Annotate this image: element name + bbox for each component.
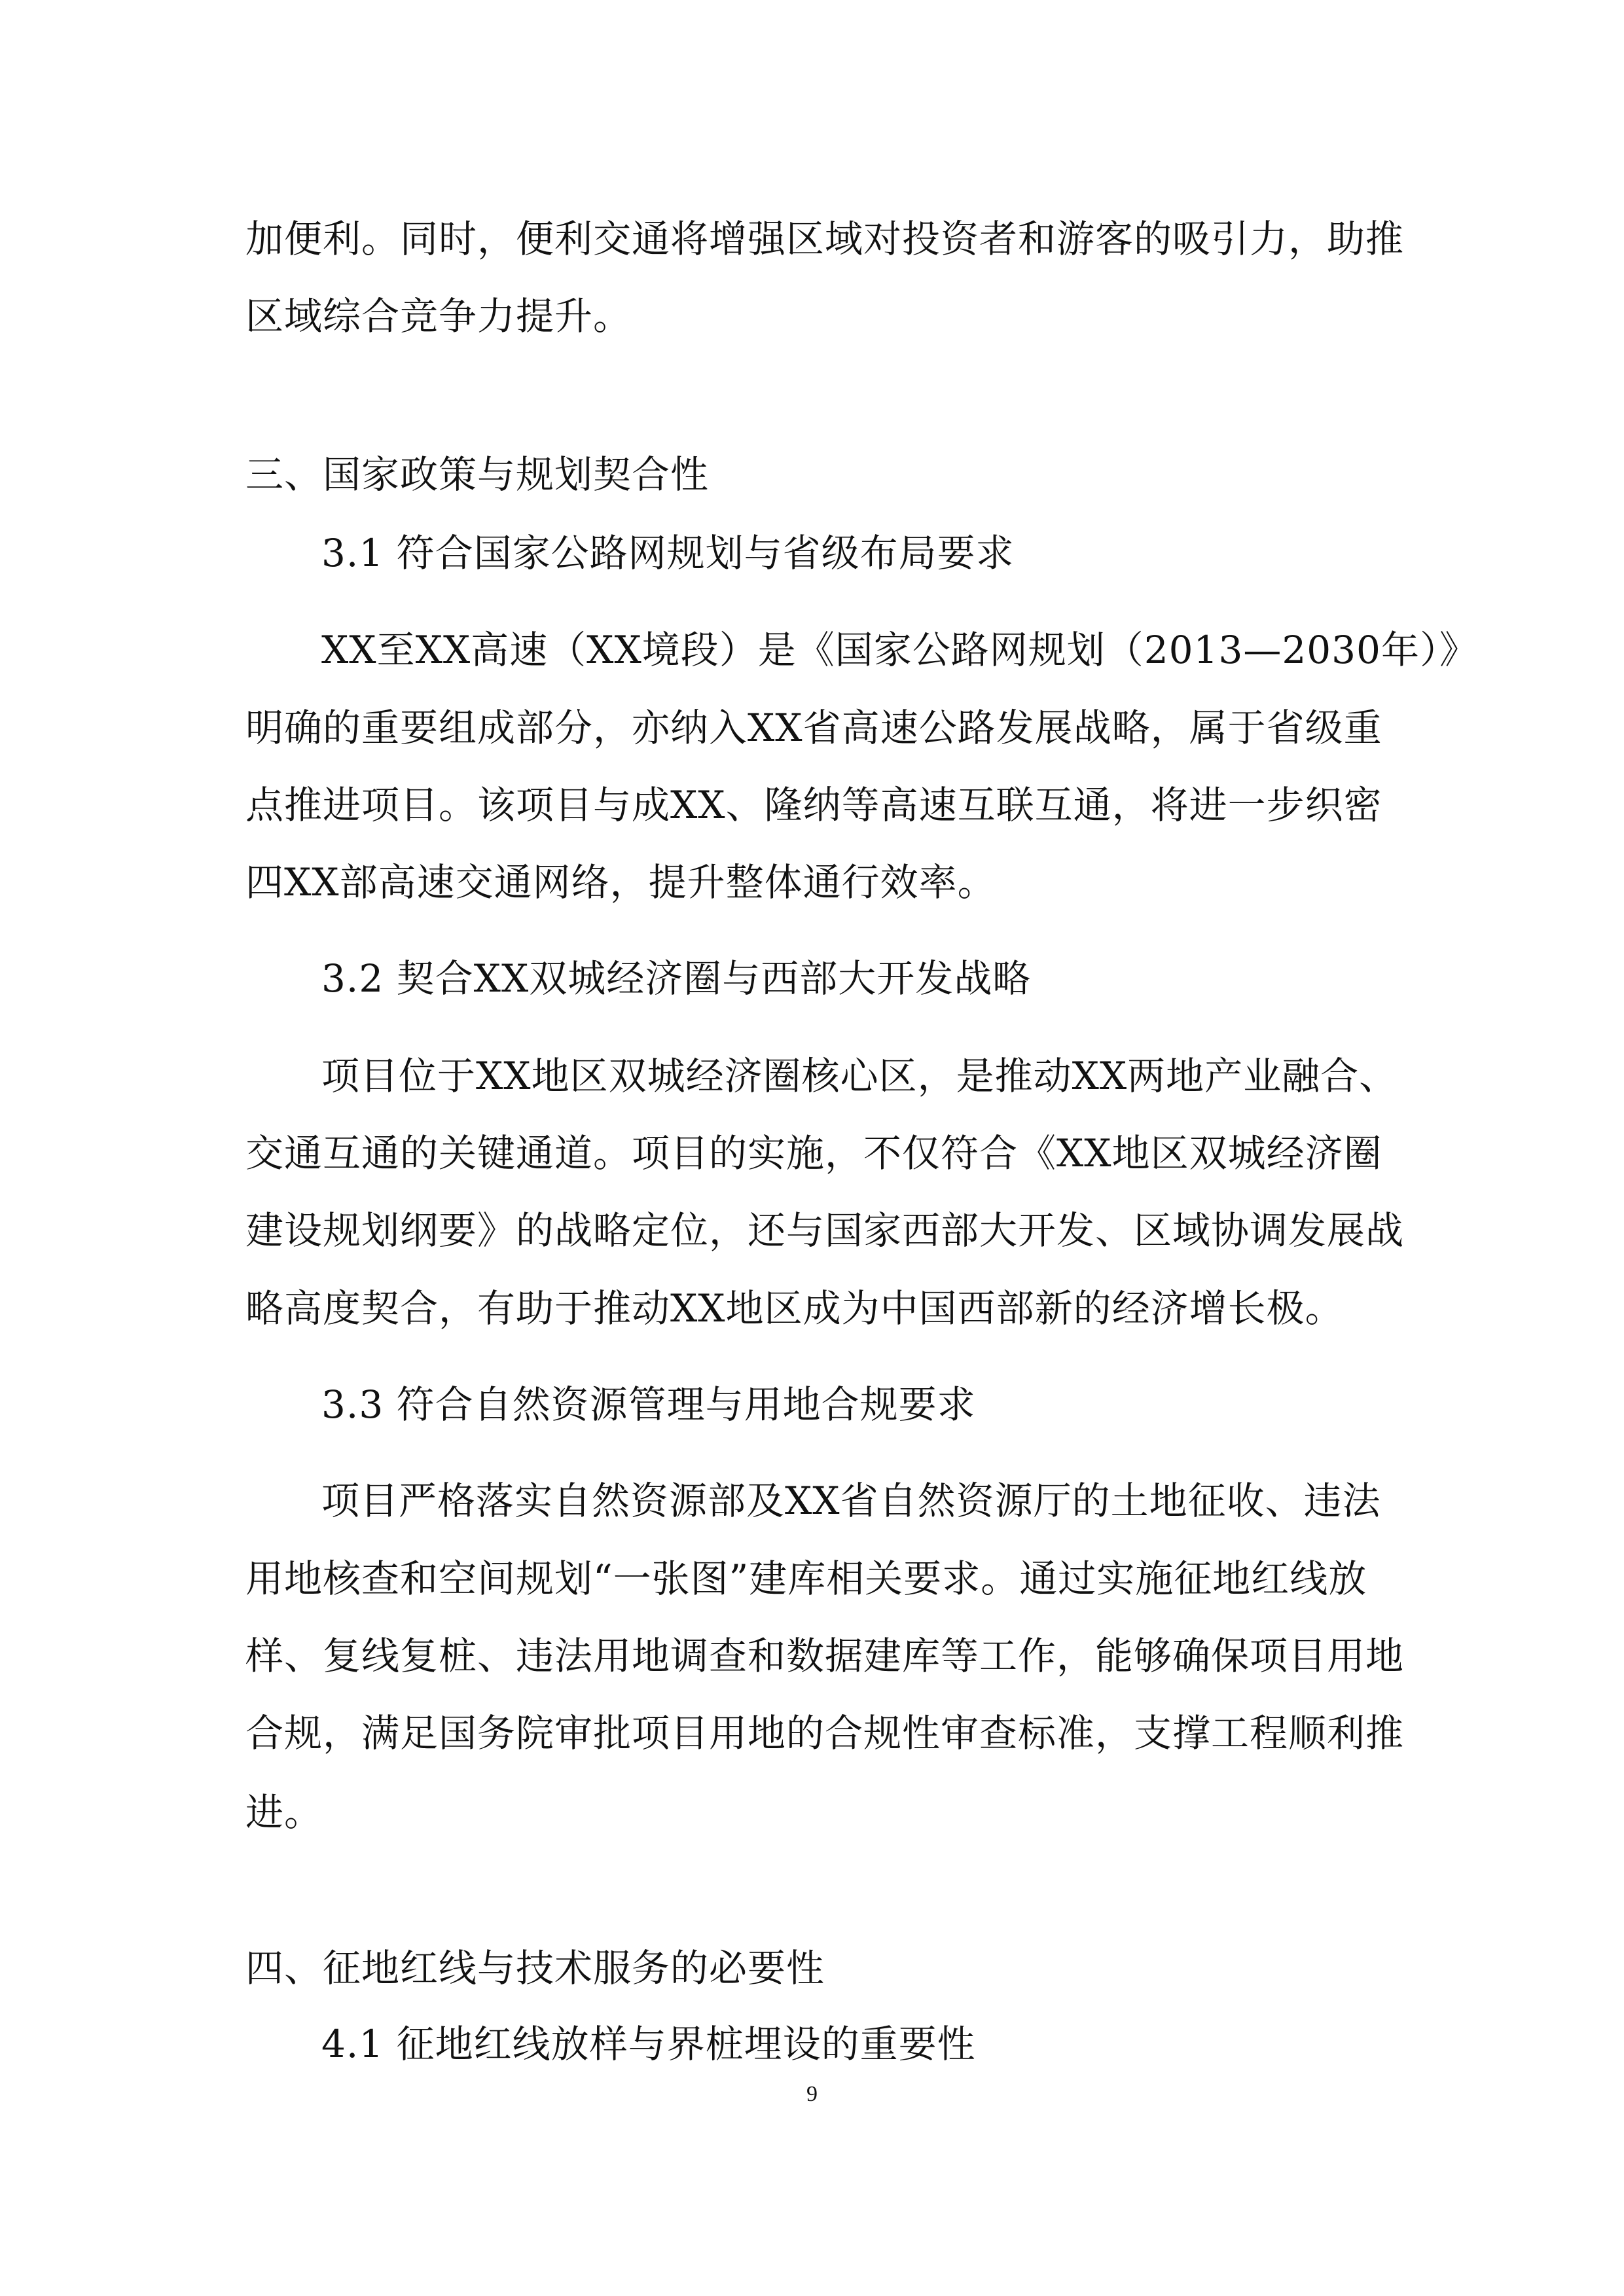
paragraph-line: 区域综合竞争力提升。: [245, 294, 632, 338]
paragraph-line: XX至XX高速（XX境段）是《国家公路网规划（2013—2030年）》: [321, 628, 1478, 672]
subsection-heading: 3.3 符合自然资源管理与用地合规要求: [321, 1382, 976, 1427]
paragraph-line: 四XX部高速交通网络，提升整体通行效率。: [245, 860, 996, 905]
paragraph-line: 明确的重要组成部分，亦纳入XX省高速公路发展战略，属于省级重: [245, 706, 1382, 750]
paragraph-line: 点推进项目。该项目与成XX、隆纳等高速互联互通，将进一步织密: [245, 783, 1382, 827]
section-heading: 三、国家政策与规划契合性: [245, 452, 710, 497]
paragraph-line: 交通互通的关键通道。项目的实施，不仅符合《XX地区双城经济圈: [245, 1131, 1382, 1175]
subsection-heading: 3.1 符合国家公路网规划与省级布局要求: [321, 531, 1015, 575]
paragraph-line: 建设规划纲要》的战略定位，还与国家西部大开发、区域协调发展战: [245, 1208, 1405, 1253]
subsection-heading: 4.1 征地红线放样与界桩埋设的重要性: [321, 2022, 976, 2066]
paragraph-line: 项目位于XX地区双城经济圈核心区，是推动XX两地产业融合、: [321, 1054, 1398, 1098]
paragraph-line: 样、复线复桩、违法用地调查和数据建库等工作，能够确保项目用地: [245, 1634, 1405, 1678]
subsection-heading: 3.2 契合XX双城经济圈与西部大开发战略: [321, 956, 1032, 1001]
paragraph-line: 用地核查和空间规划“一张图”建库相关要求。通过实施征地红线放: [245, 1556, 1367, 1601]
paragraph-line: 进。: [245, 1790, 323, 1835]
page-number: 9: [806, 2082, 818, 2106]
paragraph-line: 加便利。同时，便利交通将增强区域对投资者和游客的吸引力，助推: [245, 217, 1405, 261]
paragraph-line: 合规，满足国务院审批项目用地的合规性审查标准，支撑工程顺利推: [245, 1711, 1405, 1755]
paragraph-line: 略高度契合，有助于推动XX地区成为中国西部新的经济增长极。: [245, 1286, 1344, 1331]
paragraph-line: 项目严格落实自然资源部及XX省自然资源厅的土地征收、违法: [321, 1479, 1381, 1523]
section-heading: 四、征地红线与技术服务的必要性: [245, 1946, 825, 1990]
